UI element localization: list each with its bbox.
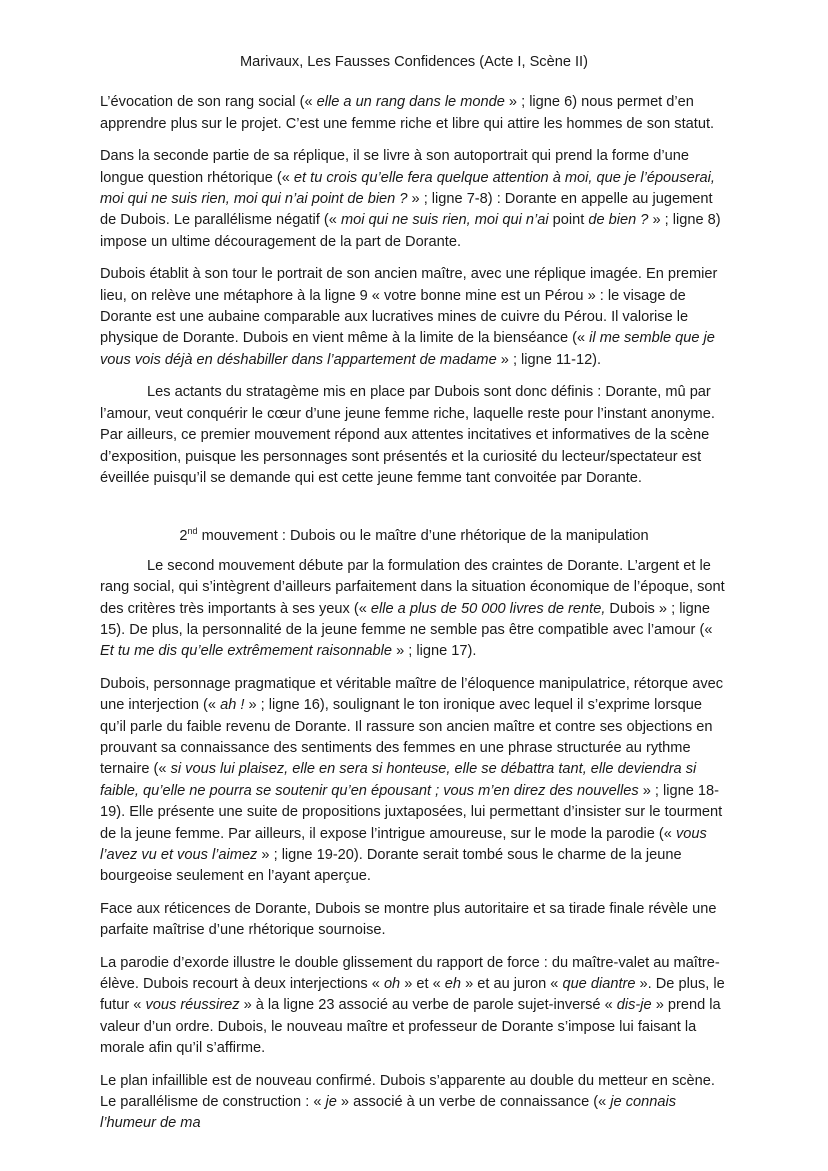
page-header: Marivaux, Les Fausses Confidences (Acte I, Scène II) bbox=[240, 54, 588, 70]
quote-text: si vous lui plaisez, elle en sera si honteuse, elle se débattra tant, elle deviendra si faible, qu’elle ne pourra se soutenir qu’en épousant ; vous m’en direz des nouvelles bbox=[100, 761, 697, 799]
text-run: Face aux réticences de Dorante, Dubois se montre plus autoritaire et sa tirade finale révèle une parfaite maîtrise d’une rhétorique sournoise. bbox=[100, 900, 717, 939]
text-run: » ; ligne 19-20). Dorante serait tombé sous le charme de la jeune bourgeoise seulement en l’ayant aperçue. bbox=[100, 847, 682, 885]
quote-text: dis-je bbox=[616, 997, 652, 1014]
text-run: » ; ligne 8) impose un ultime découragement de la part de Dorante. bbox=[100, 212, 721, 250]
paragraph bbox=[100, 146, 728, 253]
quote-text: je connais l’humeur de ma bbox=[100, 1094, 676, 1132]
quote-text: de bien ? bbox=[588, 212, 649, 229]
paragraph bbox=[100, 674, 728, 888]
part1 bbox=[100, 92, 728, 489]
quote-text: ah ! bbox=[220, 697, 245, 714]
text-run: » prend la valeur d’un ordre. Dubois, le nouveau maître et professeur de Dorante s’impose lui faisant la morale afin qu’il s’affirme. bbox=[100, 997, 721, 1057]
quote-text: eh bbox=[444, 976, 462, 993]
text-run: Dubois, personnage pragmatique et véritable maître de l’éloquence manipulatrice, rétorque avec une interjection (« bbox=[100, 675, 724, 714]
section-title bbox=[100, 526, 728, 547]
text-run: » et « bbox=[400, 976, 445, 993]
quote-text: je bbox=[325, 1094, 337, 1111]
text-run: L’évocation de son rang social (« bbox=[100, 94, 317, 111]
quote-text: et tu crois qu’elle fera quelque attention à moi, que je l’épouserai, moi qui ne suis rien, moi qui n’ai point de bien ? bbox=[100, 169, 715, 208]
paragraph bbox=[100, 899, 728, 942]
quote-text: oh bbox=[383, 976, 401, 993]
quote-text: vous réussirez bbox=[145, 997, 240, 1014]
text-run: Dubois » ; ligne 15). De plus, la personnalité de la jeune femme ne semble pas être compatible avec l’amour (« bbox=[100, 600, 713, 638]
text-run: Le second mouvement débute par la formulation des craintes de Dorante. L’argent et le rang social, qui s’intègrent d’ailleurs parfaitement dans la situation économique de l’époque, sont des critères très importants à ses yeux (« bbox=[100, 557, 725, 617]
paragraph bbox=[100, 264, 728, 371]
text-run: Les actants du stratagème mis en place par Dubois sont donc définis : Dorante, mû par l’amour, veut conquérir le cœur d’une jeune femme riche, laquelle reste pour l’instant anonyme. Par ailleurs, ce premier mouvement répond aux attentes incitatives et informatives de la scène d’exposition, puisque les personnages sont présentés et la curiosité du lecteur/spectateur est éveillée puisqu’il se demande qui est cette jeune femme tant convoitée par Dorante. bbox=[100, 384, 715, 486]
text-run: » associé à un verbe de connaissance (« bbox=[336, 1094, 611, 1111]
text-run: Dans la seconde partie de sa réplique, il se livre à son autoportrait qui prend la forme d’une longue question rhétorique (« bbox=[100, 148, 689, 186]
text-run: La parodie d’exorde illustre le double glissement du rapport de force : du maître-valet au maître-élève. Dubois recourt à deux interjections « bbox=[100, 954, 720, 993]
text-run: Dubois établit à son tour le portrait de son ancien maître, avec une réplique imagée. En premier lieu, on relève une métaphore à la ligne 9 « votre bonne mine est un Pérou » : le visage de Dorante est une aubaine comparable aux lucratives mines de cuivre du Pérou. Il valorise le physique de Dorante. Dubois en vient même à la limite de la bienséance (« bbox=[100, 266, 718, 347]
quote-text: que diantre bbox=[562, 976, 636, 993]
paragraph bbox=[100, 92, 728, 135]
section-number-suffix: nd bbox=[187, 526, 198, 537]
section-number: 2 bbox=[179, 528, 188, 545]
text-run: » ; ligne 16), soulignant le ton ironique avec lequel il s’exprime lorsque qu’il parle du faible revenu de Dorante. Il rassure son ancien maître et contre ses objections en prouvant sa connaissance des sentiments des femmes en une phrase structurée au rythme ternaire (« bbox=[100, 697, 713, 778]
text-run: » ; ligne 11-12). bbox=[496, 351, 602, 368]
text-run: » et au juron « bbox=[461, 976, 563, 993]
text-run: » ; ligne 17). bbox=[392, 643, 477, 660]
quote-text: moi qui ne suis rien, moi qui n’ai bbox=[340, 212, 549, 229]
quote-text: Et tu me dis qu’elle extrêmement raisonnable bbox=[100, 643, 393, 660]
paragraph bbox=[100, 1071, 728, 1135]
section-title-text: mouvement : Dubois ou le maître d’une rhétorique de la manipulation bbox=[197, 528, 649, 545]
text-run: point bbox=[548, 212, 589, 229]
text-run: ». De plus, le futur « bbox=[100, 976, 725, 1014]
paragraph-indented bbox=[100, 556, 728, 663]
text-run: » ; ligne 6) nous permet d’en apprendre plus sur le projet. C’est une femme riche et libre qui attire les hommes de son statut. bbox=[100, 94, 715, 132]
text-run: » ; ligne 18-19). Elle présente une suite de propositions juxtaposées, lui permettant d’insister sur le tourment de la jeune femme. Par ailleurs, il expose l’intrigue amoureuse, sur le mode la parodie (« bbox=[100, 782, 723, 842]
quote-text: elle a un rang dans le monde bbox=[316, 94, 505, 111]
text-run: » à la ligne 23 associé au verbe de parole sujet-inversé « bbox=[239, 997, 617, 1014]
part2 bbox=[100, 556, 728, 1135]
paragraph bbox=[100, 953, 728, 1060]
text-run: Le plan infaillible est de nouveau confirmé. Dubois s’apparente au double du metteur en scène. Le parallélisme de construction : « bbox=[100, 1072, 715, 1111]
quote-text: elle a plus de 50 000 livres de rente, bbox=[370, 600, 606, 617]
quote-text: il me semble que je vous vois déjà en déshabiller dans l’appartement de madame bbox=[100, 330, 715, 368]
text-run: » ; ligne 7-8) : Dorante en appelle au jugement de Dubois. Le parallélisme négatif (« bbox=[100, 191, 713, 229]
paragraph-indented bbox=[100, 382, 728, 489]
quote-text: vous l’avez vu et vous l’aimez bbox=[100, 825, 707, 863]
